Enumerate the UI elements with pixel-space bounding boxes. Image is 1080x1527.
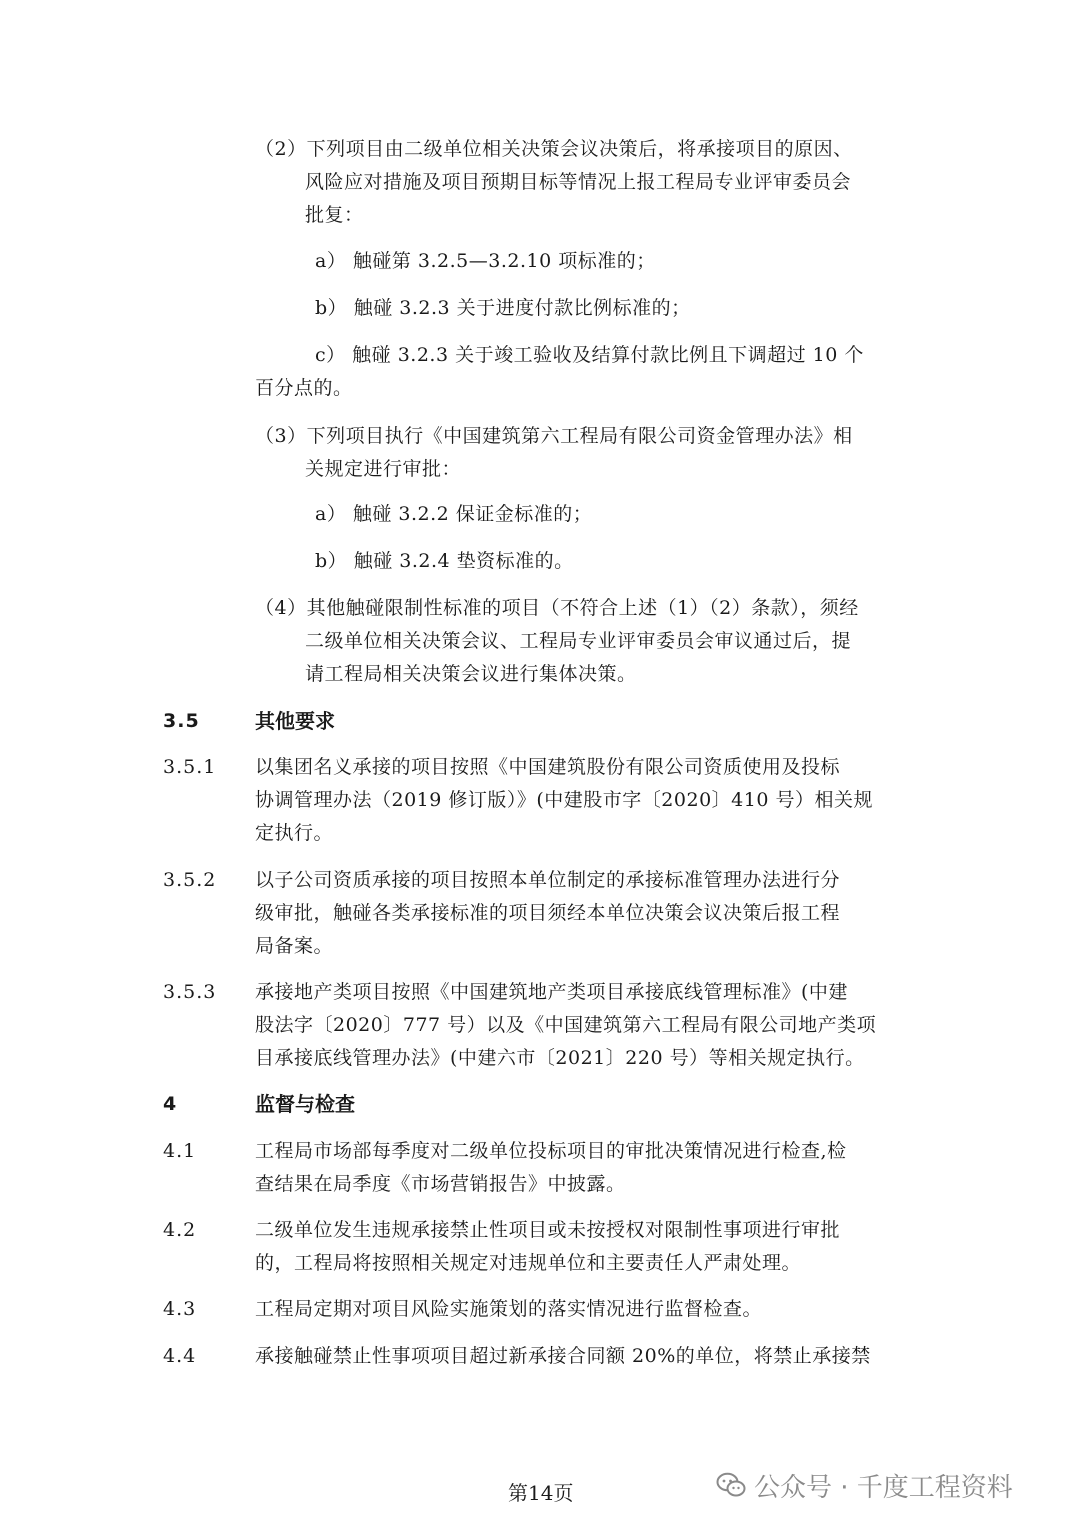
section-4-number: 4 (163, 1093, 178, 1115)
clause-3-5-1-text (255, 751, 915, 850)
clause-line: 以子公司资质承接的项目按照本单位制定的承接标准管理办法进行分 (255, 869, 841, 891)
clause-line: 定执行。 (255, 822, 334, 844)
item-2-line: （2）下列项目由二级单位相关决策会议决策后，将承接项目的原因、 (255, 138, 853, 160)
wechat-icon (716, 1472, 746, 1498)
item-3-line: 关规定进行审批： (305, 458, 462, 480)
clause-3-5-2-text (255, 864, 915, 963)
item-2-sub-c-line: 百分点的。 (255, 377, 353, 399)
item-2-line: 批复： (305, 204, 364, 226)
watermark-text: 公众号 · 千度工程资料 (754, 1472, 1013, 1503)
clause-line: 股法字〔2020〕777 号）以及《中国建筑第六工程局有限公司地产类项 (255, 1014, 877, 1036)
item-2-sub-c-line: c） 触碰 3.2.3 关于竣工验收及结算付款比例且下调超过 10 个 (315, 344, 864, 366)
clause-4-2-number: 4.2 (163, 1219, 197, 1241)
clause-line: 工程局市场部每季度对二级单位投标项目的审批决策情况进行检查,检 (255, 1140, 847, 1162)
clause-4-2-text (255, 1214, 915, 1280)
clause-4-3-number: 4.3 (163, 1298, 197, 1320)
clause-4-1-text (255, 1135, 915, 1201)
clause-3-5-3-text (255, 976, 915, 1075)
item-2-paragraph (255, 133, 915, 232)
clause-line: 目承接底线管理办法》(中建六市〔2021〕220 号）等相关规定执行。 (255, 1047, 865, 1069)
item-2-sub-a: a） 触碰第 3.2.5—3.2.10 项标准的； (315, 250, 656, 272)
item-3-paragraph (255, 420, 915, 486)
page-number: 第14页 (508, 1481, 574, 1505)
clause-line: 的，工程局将按照相关规定对违规单位和主要责任人严肃处理。 (255, 1252, 802, 1274)
clause-3-5-3-number: 3.5.3 (163, 981, 217, 1003)
clause-line: 以集团名义承接的项目按照《中国建筑股份有限公司资质使用及投标 (255, 756, 841, 778)
clause-4-3-text (255, 1293, 915, 1326)
clause-line: 查结果在局季度《市场营销报告》中披露。 (255, 1173, 626, 1195)
clause-4-4-text (255, 1340, 915, 1373)
clause-line: 二级单位发生违规承接禁止性项目或未按授权对限制性事项进行审批 (255, 1219, 841, 1241)
clause-line: 局备案。 (255, 935, 334, 957)
item-4-line: 二级单位相关决策会议、工程局专业评审委员会审议通过后，提 (305, 630, 852, 652)
clause-line: 工程局定期对项目风险实施策划的落实情况进行监督检查。 (255, 1298, 763, 1320)
item-2-line: 风险应对措施及项目预期目标等情况上报工程局专业评审委员会 (305, 171, 852, 193)
item-4-paragraph (255, 592, 915, 691)
section-3-5-number: 3.5 (163, 710, 200, 732)
clause-line: 协调管理办法（2019 修订版）》(中建股市字〔2020〕410 号）相关规 (255, 789, 873, 811)
item-4-line: 请工程局相关决策会议进行集体决策。 (305, 663, 637, 685)
clause-4-1-number: 4.1 (163, 1140, 197, 1162)
item-2-sub-c-cont (255, 372, 915, 405)
item-4-line: （4）其他触碰限制性标准的项目（不符合上述（1）（2）条款），须经 (255, 597, 859, 619)
clause-4-4-number: 4.4 (163, 1345, 197, 1367)
clause-3-5-2-number: 3.5.2 (163, 869, 217, 891)
section-3-5-title: 其他要求 (255, 709, 335, 733)
item-3-sub-a: a） 触碰 3.2.2 保证金标准的； (315, 503, 593, 525)
clause-line: 级审批，触碰各类承接标准的项目须经本单位决策会议决策后报工程 (255, 902, 841, 924)
clause-line: 承接地产类项目按照《中国建筑地产类项目承接底线管理标准》(中建 (255, 981, 848, 1003)
watermark (716, 1465, 1013, 1505)
clause-3-5-1-number: 3.5.1 (163, 756, 217, 778)
item-3-sub-b: b） 触碰 3.2.4 垫资标准的。 (315, 550, 574, 572)
section-4-title: 监督与检查 (255, 1092, 355, 1116)
clause-line: 承接触碰禁止性事项项目超过新承接合同额 20%的单位，将禁止承接禁 (255, 1345, 871, 1367)
item-3-line: （3）下列项目执行《中国建筑第六工程局有限公司资金管理办法》相 (255, 425, 853, 447)
item-2-sub-c (315, 339, 915, 372)
item-2-sub-b: b） 触碰 3.2.3 关于进度付款比例标准的； (315, 297, 691, 319)
